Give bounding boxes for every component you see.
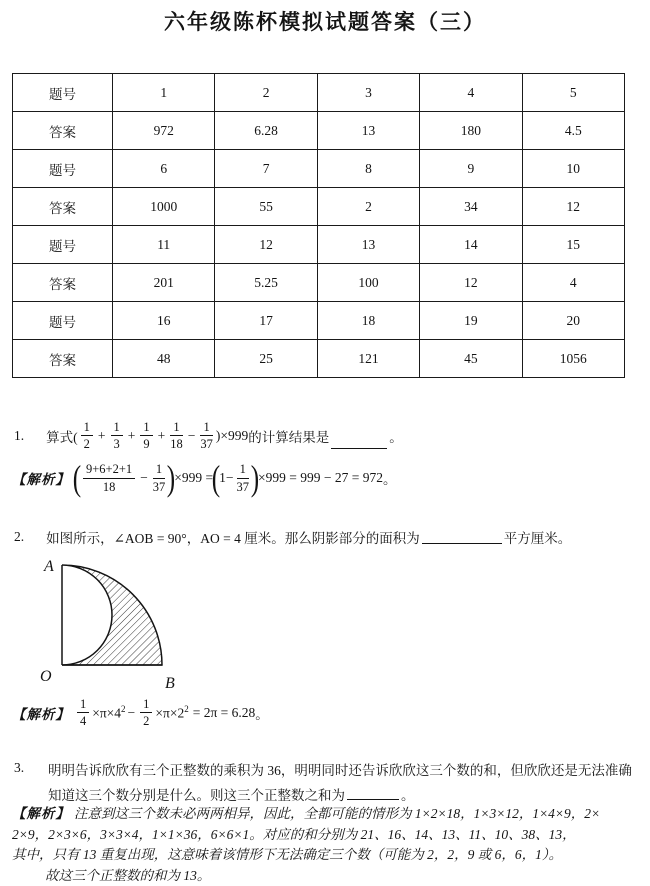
left-paren: ( <box>211 458 221 498</box>
question-3-number: 3. <box>14 760 25 775</box>
answer-cell: 4 <box>522 264 624 302</box>
solution-2 <box>12 697 269 729</box>
fraction <box>200 420 213 452</box>
answer-cell: 6 <box>113 150 215 188</box>
table-row <box>13 226 625 264</box>
answer-cell: 10 <box>522 150 624 188</box>
question-3 <box>14 758 642 808</box>
answer-cell: 48 <box>113 340 215 378</box>
answer-cell: 5.25 <box>215 264 317 302</box>
answer-cell: 16 <box>113 302 215 340</box>
fraction <box>83 462 135 494</box>
answer-blank <box>422 530 502 544</box>
denominator: 4 <box>80 714 87 729</box>
page-title: 六年级陈杯模拟试题答案（三） <box>164 10 486 34</box>
answer-cell: 1 <box>113 74 215 112</box>
fraction <box>81 420 93 452</box>
table-row <box>13 188 625 226</box>
equation-part: 1− <box>219 470 234 485</box>
denominator: 9 <box>143 437 150 452</box>
question-1-period: 。 <box>389 429 403 445</box>
answer-cell: 15 <box>522 226 624 264</box>
answer-cell: 7 <box>215 150 317 188</box>
question-1-number: 1. <box>14 427 25 443</box>
row-label: 答案 <box>13 264 113 302</box>
right-paren: ) <box>250 458 260 498</box>
row-label: 题号 <box>13 302 113 340</box>
answer-cell: 14 <box>420 226 522 264</box>
answer-cell: 100 <box>317 264 419 302</box>
answer-cell: 4 <box>420 74 522 112</box>
fraction <box>140 420 152 452</box>
operator: − <box>140 470 148 485</box>
question-1-lead: 算式( <box>46 429 78 445</box>
answer-cell: 201 <box>113 264 215 302</box>
denominator: 2 <box>83 437 90 452</box>
equation-part: ×999 = <box>174 470 214 485</box>
solution-tag: 【解析】 <box>12 806 70 821</box>
solution-1-period: 。 <box>382 472 397 487</box>
operator: + <box>157 427 166 443</box>
question-1 <box>14 420 403 452</box>
table-row <box>13 150 625 188</box>
operator: − <box>187 427 196 443</box>
fraction <box>170 420 183 452</box>
answer-table-body <box>13 74 625 378</box>
quarter-circle-figure <box>26 555 216 695</box>
numerator: 1 <box>170 420 183 436</box>
solution-3-line3: 其中，只有 13 重复出现，这意味着该情形下无法确定三个数（可能为 2，2，9 或 6，6，1）。 <box>12 847 563 862</box>
solution-tag: 【解析】 <box>12 706 70 722</box>
answer-cell: 45 <box>420 340 522 378</box>
fraction <box>77 697 89 729</box>
answer-cell: 12 <box>522 188 624 226</box>
question-1-factor: )×999 <box>215 427 249 443</box>
solution-3-conclusion: 故这三个正整数的和为 13。 <box>45 867 211 883</box>
answer-cell: 55 <box>215 188 317 226</box>
table-row <box>13 74 625 112</box>
right-paren: ) <box>167 458 176 498</box>
solution-3 <box>12 804 644 886</box>
answer-table <box>12 73 625 378</box>
answer-cell: 11 <box>113 226 215 264</box>
equation-part <box>155 704 188 722</box>
fraction <box>153 462 166 494</box>
question-3-line2-text: 知道这三个数分别是什么。则这三个正整数之和为 <box>48 788 345 803</box>
answer-cell: 2 <box>317 188 419 226</box>
answer-cell: 3 <box>317 74 419 112</box>
equation-part: = 2π = 6.28 <box>192 704 256 720</box>
denominator: 37 <box>152 479 166 494</box>
equation-part: ×999 = 999 − 27 = 972 <box>258 470 383 485</box>
solution-3-line1-text: 注意到这三个数未必两两相异，因此，全都可能的情形为 1×2×18，1×3×12，1×4×9，2× <box>74 806 601 821</box>
numerator: 1 <box>140 697 152 713</box>
term: ×π×2 <box>155 705 185 721</box>
numerator: 1 <box>111 420 123 436</box>
table-row <box>13 340 625 378</box>
label-o: O <box>40 668 52 685</box>
denominator: 18 <box>102 479 116 494</box>
question-3-period: 。 <box>401 788 415 803</box>
fraction <box>140 697 152 729</box>
solution-tag: 【解析】 <box>12 472 70 487</box>
answer-cell: 8 <box>317 150 419 188</box>
answer-cell: 17 <box>215 302 317 340</box>
shaded-region <box>62 565 162 665</box>
question-2-unit: 平方厘米。 <box>503 531 572 546</box>
label-b: B <box>165 675 175 692</box>
table-row <box>13 302 625 340</box>
denominator: 18 <box>170 437 183 452</box>
question-2-number: 2. <box>14 529 25 544</box>
numerator: 1 <box>153 462 166 478</box>
table-row <box>13 264 625 302</box>
row-label: 答案 <box>13 188 113 226</box>
solution-3-line2: 2×9，2×3×6，3×3×4，1×1×36，6×6×1。对应的和分别为 21、16、14、13、11、10、38、13， <box>12 826 576 842</box>
answer-cell: 180 <box>420 112 522 150</box>
answer-cell: 972 <box>113 112 215 150</box>
answer-cell: 34 <box>420 188 522 226</box>
exponent: 2 <box>121 704 126 715</box>
answer-cell: 12 <box>420 264 522 302</box>
answer-cell: 20 <box>522 302 624 340</box>
left-paren: ( <box>72 458 82 498</box>
answer-cell: 1056 <box>522 340 624 378</box>
exponent: 2 <box>184 704 189 715</box>
solution-1 <box>12 460 396 496</box>
denominator: 2 <box>143 714 150 729</box>
answer-cell: 1000 <box>113 188 215 226</box>
answer-cell: 18 <box>317 302 419 340</box>
row-label: 题号 <box>13 74 113 112</box>
fraction <box>111 420 123 452</box>
denominator: 37 <box>236 479 250 494</box>
numerator: 1 <box>237 462 250 478</box>
denominator: 3 <box>113 437 120 452</box>
answer-cell: 13 <box>317 226 419 264</box>
row-label: 题号 <box>13 226 113 264</box>
label-a: A <box>44 558 54 575</box>
answer-cell: 12 <box>215 226 317 264</box>
answer-cell: 25 <box>215 340 317 378</box>
question-2 <box>14 527 571 547</box>
denominator: 37 <box>200 437 213 452</box>
numerator: 1 <box>81 420 93 436</box>
question-3-line1: 明明告诉欣欣有三个正整数的乘积为 36，明明同时还告诉欣欣这三个数的和，但欣欣还是无法准确 <box>48 763 632 778</box>
answer-cell: 19 <box>420 302 522 340</box>
numerator: 1 <box>77 697 89 713</box>
solution-2-period: 。 <box>255 706 269 722</box>
answer-cell: 9 <box>420 150 522 188</box>
fraction <box>237 462 250 494</box>
answer-blank <box>347 787 399 800</box>
question-1-tail: 的计算结果是 <box>248 429 330 445</box>
answer-cell: 13 <box>317 112 419 150</box>
operator: + <box>97 427 106 443</box>
row-label: 题号 <box>13 150 113 188</box>
equation-part <box>92 704 125 722</box>
term: ×π×4 <box>92 705 122 721</box>
operator: − <box>127 704 136 720</box>
row-label: 答案 <box>13 340 113 378</box>
numerator: 1 <box>200 420 213 436</box>
solution-3-line1 <box>12 804 644 825</box>
answer-cell: 4.5 <box>522 112 624 150</box>
answer-cell: 121 <box>317 340 419 378</box>
answer-cell: 5 <box>522 74 624 112</box>
answer-cell: 6.28 <box>215 112 317 150</box>
question-2-text: 如图所示，∠AOB = 90°，AO = 4 厘米。那么阴影部分的面积为 <box>46 531 420 546</box>
question-3-body <box>48 758 642 808</box>
answer-blank <box>331 435 387 449</box>
answer-cell: 2 <box>215 74 317 112</box>
table-row <box>13 112 625 150</box>
numerator: 1 <box>140 420 152 436</box>
row-label: 答案 <box>13 112 113 150</box>
numerator: 9+6+2+1 <box>83 462 135 478</box>
operator: + <box>127 427 136 443</box>
